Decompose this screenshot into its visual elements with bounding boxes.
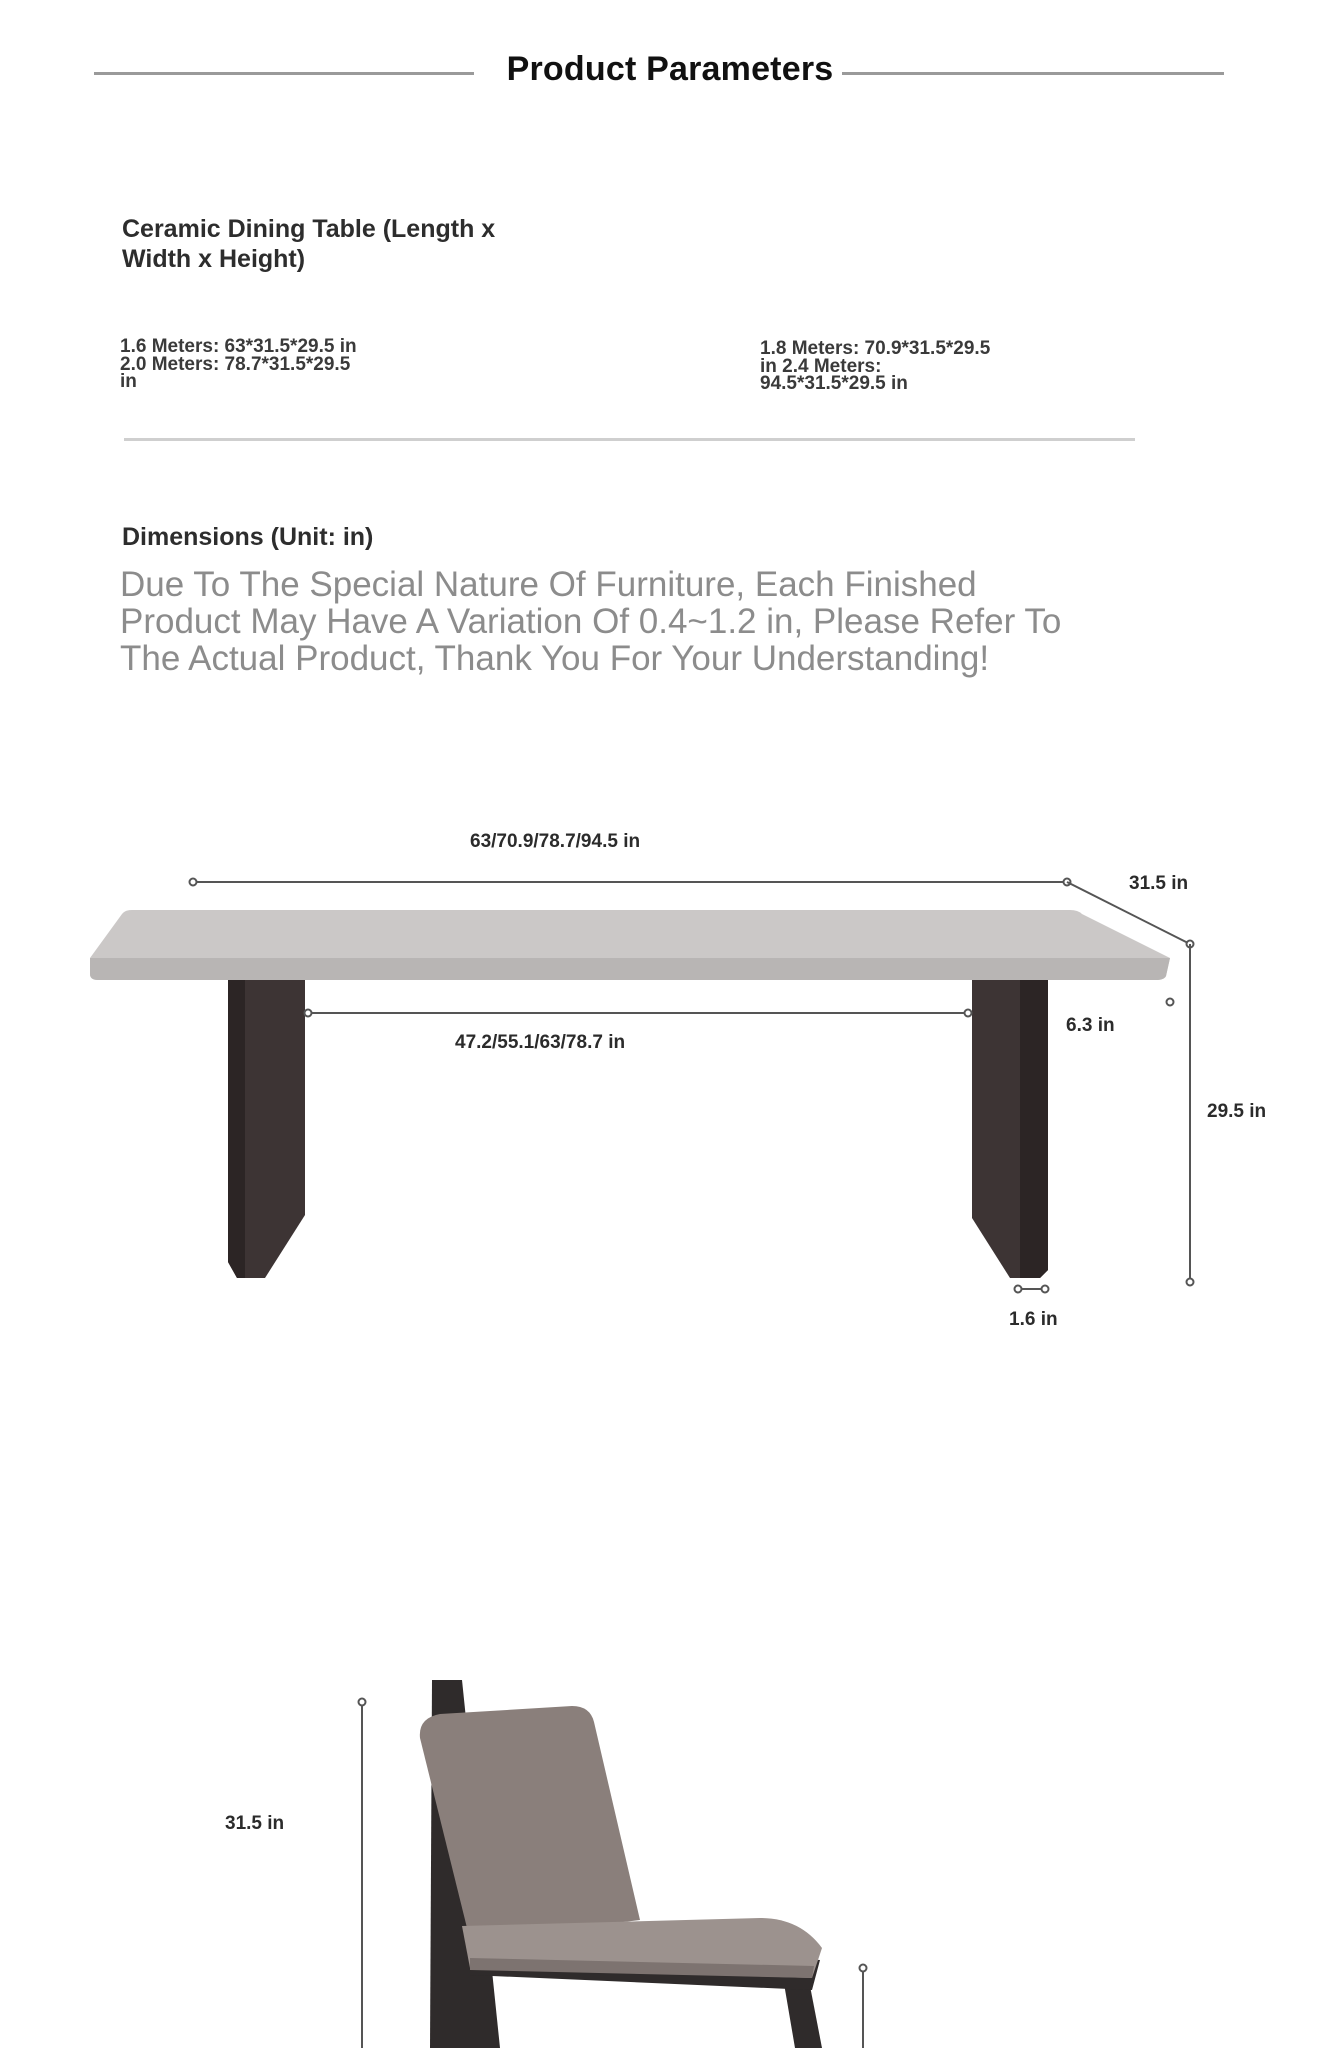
spec-cell-right: 1.8 Meters: 70.9*31.5*29.5 in 2.4 Meters: 94.5*31.5*29.5 in [760,338,991,394]
table-leg-left [228,980,305,1278]
table-leg-right [972,980,1048,1278]
spec-cell-left: 1.6 Meters: 63*31.5*29.5 in 2.0 Meters: 78.7*31.5*29.5 in [120,336,357,392]
table-top [90,910,1170,980]
top-thickness-label: 6.3 in [1066,1015,1115,1036]
page-title: Product Parameters [506,50,834,88]
chair-illustration [420,1680,822,2048]
leg-thickness-label: 1.6 in [1009,1309,1058,1330]
top-thickness-marker [1167,999,1174,1006]
leg-span-label: 47.2/55.1/63/78.7 in [455,1032,626,1053]
width-label: 31.5 in [1129,873,1189,894]
height-label: 29.5 in [1207,1101,1267,1122]
variation-notice: Due To The Special Nature Of Furniture, Each Finished Product May Have A Variation Of 0.4~1.2 in, Please Refer To The Actual Product, Thank You For Your Understanding! [120,565,1062,678]
spec-title: Ceramic Dining Table (Length x Width x Height) [122,215,496,273]
dimensions-title: Dimensions (Unit: in) [122,523,374,551]
chair-height-label: 31.5 in [225,1813,285,1834]
table-illustration [90,910,1170,1278]
length-label: 63/70.9/78.7/94.5 in [470,831,641,852]
